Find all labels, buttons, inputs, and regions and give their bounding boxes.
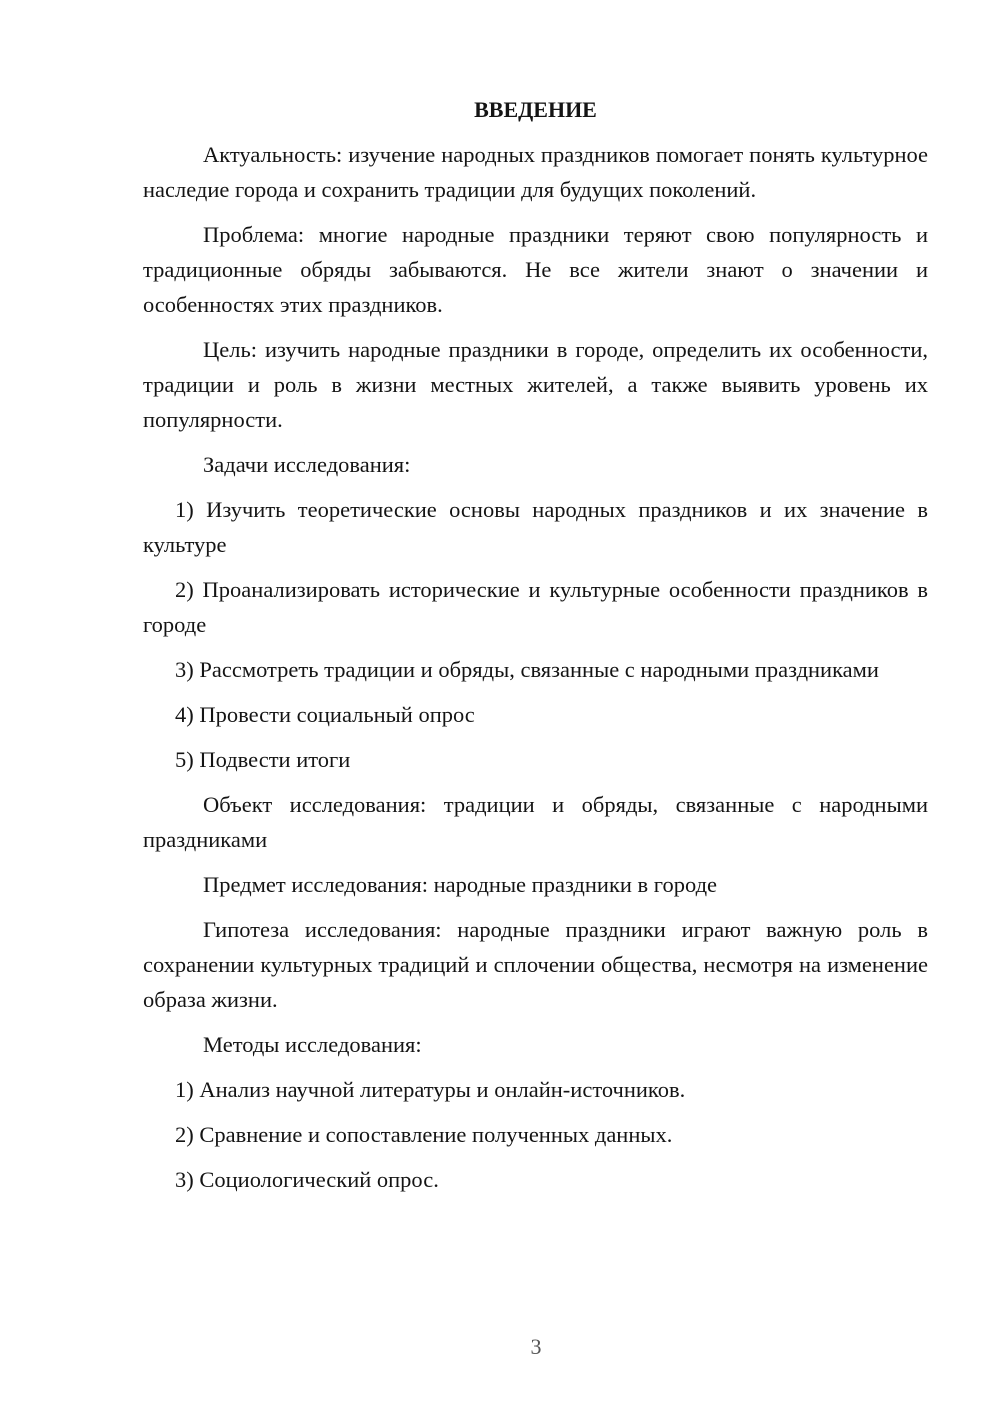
task-item-4: 4) Провести социальный опрос	[175, 702, 475, 727]
method-item-2: 2) Сравнение и сопоставление полученных данных.	[175, 1122, 673, 1147]
problem-paragraph: Проблема: многие народные праздники теряют свою популярность и традиционные обряды забываются. Не все жители знают о значении и особенностях этих праздников.	[143, 222, 928, 317]
task-item-5: 5) Подвести итоги	[175, 747, 351, 772]
section-title: ВВЕДЕНИЕ	[474, 97, 597, 122]
method-item-1: 1) Анализ научной литературы и онлайн-источников.	[175, 1077, 686, 1102]
hypothesis-paragraph: Гипотеза исследования: народные праздники играют важную роль в сохранении культурных традиций и сплочении общества, несмотря на изменение образа жизни.	[143, 917, 928, 1012]
task-item-2: 2) Проанализировать исторические и культурные особенности праздников в городе	[143, 577, 928, 637]
method-item-3: 3) Социологический опрос.	[175, 1167, 439, 1192]
goal-paragraph: Цель: изучить народные праздники в городе, определить их особенности, традиции и роль в жизни местных жителей, а также выявить уровень их популярности.	[143, 337, 928, 432]
subject-paragraph: Предмет исследования: народные праздники в городе	[203, 872, 718, 897]
object-paragraph: Объект исследования: традиции и обряды, связанные с народными праздниками	[143, 792, 928, 852]
page-number: 3	[530, 1334, 542, 1359]
methods-heading: Методы исследования:	[203, 1032, 422, 1057]
tasks-heading: Задачи исследования:	[203, 452, 411, 477]
page-content	[143, 92, 928, 1207]
relevance-paragraph: Актуальность: изучение народных праздников помогает понять культурное наследие города и сохранить традиции для будущих поколений.	[143, 142, 928, 202]
task-item-1: 1) Изучить теоретические основы народных праздников и их значение в культуре	[143, 497, 928, 557]
task-item-3: 3) Рассмотреть традиции и обряды, связанные с народными праздниками	[175, 657, 879, 682]
